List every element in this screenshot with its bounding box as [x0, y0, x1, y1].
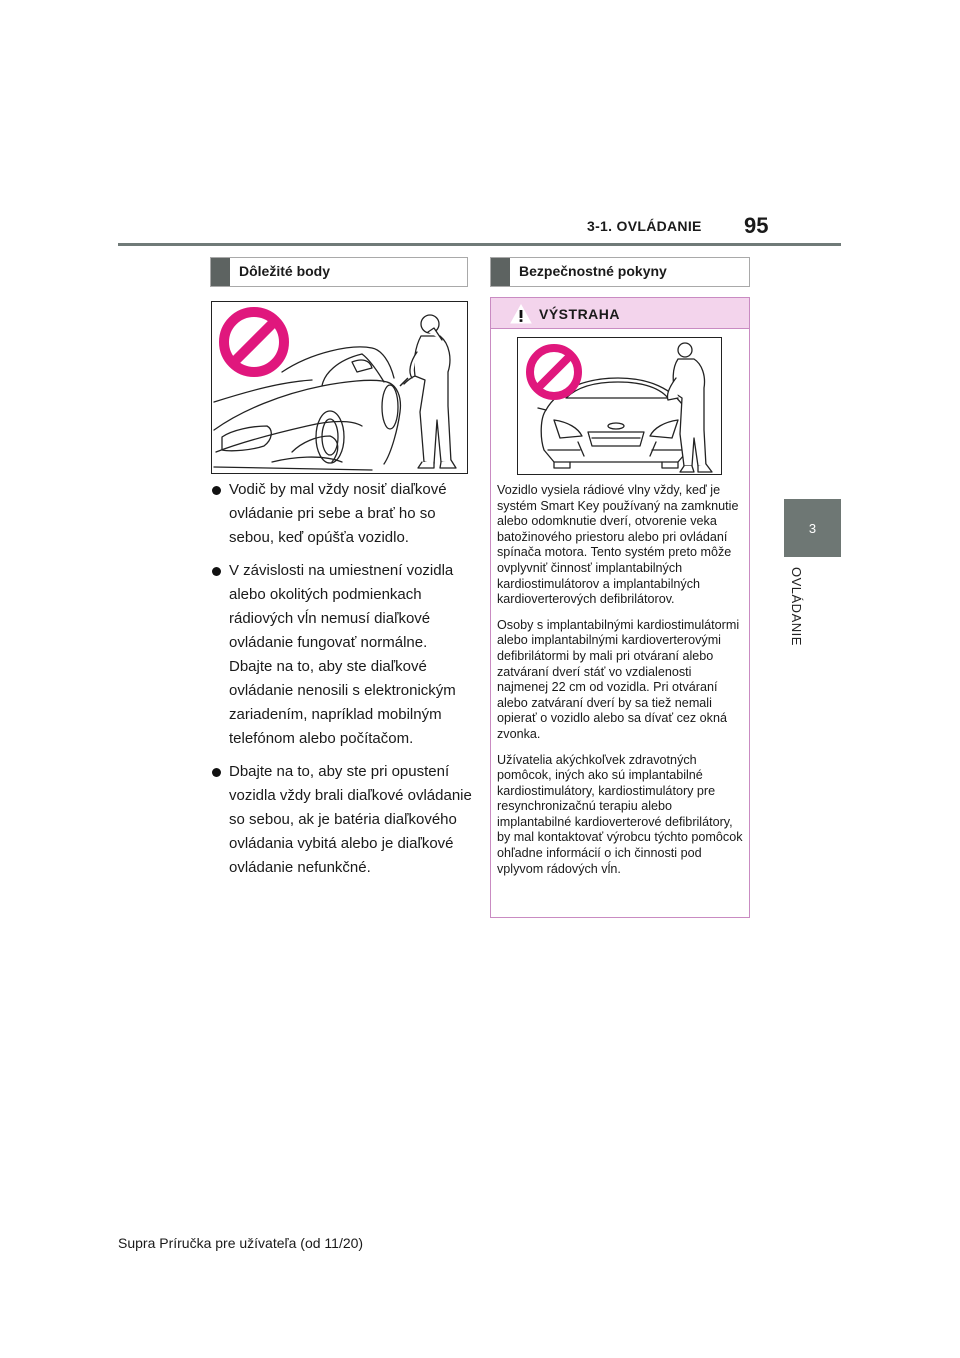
header-rule [118, 243, 841, 246]
section-header: 3-1. OVLÁDANIE [587, 218, 702, 234]
bullet-icon [212, 567, 221, 576]
chapter-side-label: OVLÁDANIE [789, 567, 804, 646]
list-item: Vodič by mal vždy nosiť diaľkové ovládanie pri sebe a brať ho so sebou, keď opúšťa vozidlo. [212, 478, 474, 550]
warning-paragraph: Užívatelia akýchkoľvek zdravotných pomôcok, iných ako sú implantabilné kardiostimulátory, kardiostimulátory pre resynchronizačnú terapiu alebo implantabilné kardioverterové defibrilátory, by mal kontaktovať výrobcu týchto pomôcok ohľadne informácií o ich činnosti pod vplyvom rádových vĺn. [497, 752, 743, 876]
heading-marker [211, 258, 230, 286]
list-item: Dbajte na to, aby ste pri opustení vozidla vždy brali diaľkové ovládanie so sebou, ak je batéria diaľkového ovládania vybitá alebo je diaľkové ovládanie nefunkčné. [212, 760, 474, 880]
warning-band [491, 298, 749, 329]
prohibition-icon [530, 348, 578, 396]
warning-triangle-icon [510, 304, 532, 324]
illustration-person-with-key-near-car [211, 301, 468, 474]
bullet-icon [212, 486, 221, 495]
important-points-heading [210, 257, 468, 287]
heading-marker [491, 258, 510, 286]
safety-instructions-title: Bezpečnostné pokyny [519, 263, 667, 279]
footer-text: Supra Príručka pre užívateľa (od 11/20) [118, 1235, 364, 1251]
illustration-person-leaning-on-car [517, 337, 722, 475]
prohibition-icon [224, 312, 284, 372]
page-number: 95 [744, 213, 769, 238]
chapter-tab[interactable]: 3 [784, 499, 841, 557]
safety-instructions-heading [490, 257, 750, 287]
warning-paragraph: Osoby s implantabilnými kardiostimulátormi alebo implantabilnými kardioverterovými defibrilátormi by mali pri otváraní alebo zatváraní dverí stáť vo vzdialenosti najmenej 22 cm od vozidla. Pri otváraní alebo zatváraní dverí by sa tiež nemali opierať o vozidlo alebo sa dívať cez okná zvonka. [497, 617, 740, 741]
warning-text [497, 483, 745, 887]
important-points-list [212, 478, 474, 889]
list-item: V závislosti na umiestnení vozidla alebo okolitých podmienkach rádiových vĺn nemusí diaľkové ovládanie fungovať normálne. Dbajte na to, aby ste diaľkové ovládanie nenosili s elektronickým zariadením, napríklad mobilným telefónom alebo počítačom. [212, 559, 474, 751]
warning-title: VÝSTRAHA [539, 306, 621, 322]
important-points-title: Dôležité body [239, 263, 331, 279]
bullet-icon [212, 768, 221, 777]
warning-paragraph: Vozidlo vysiela rádiové vlny vždy, keď je systém Smart Key používaný na zamknutie alebo odomknutie dverí, otvorenie veka batožinového priestoru alebo pri ovládaní spínača motora. Tento systém preto môže ovplyvniť činnosť implantabilných kardiostimulátorov a implantabilných kardioverterových defibrilátorov. [497, 483, 739, 607]
